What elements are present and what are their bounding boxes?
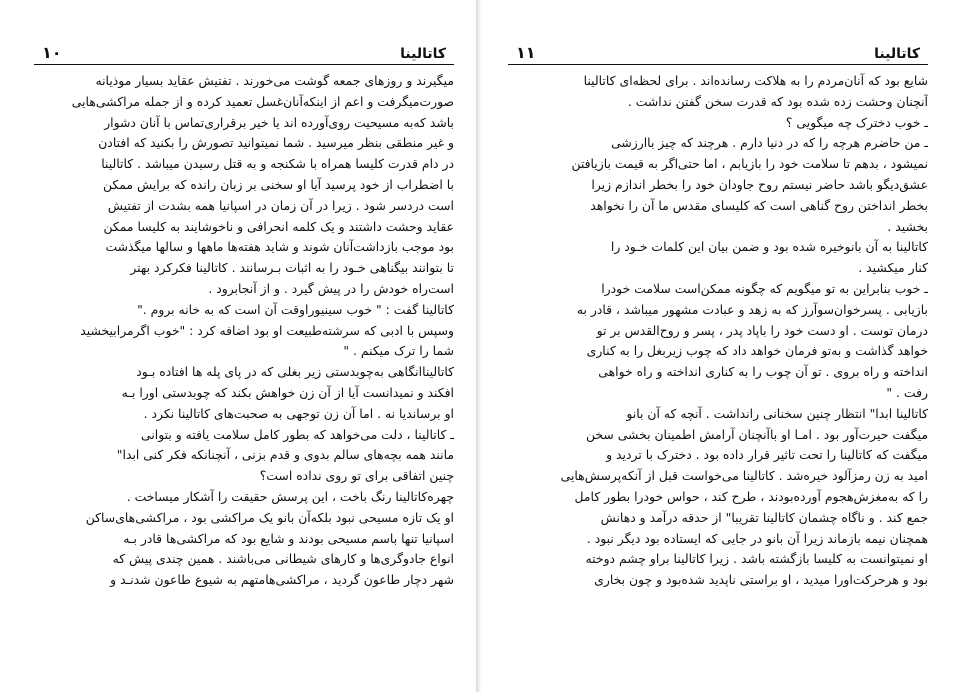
text-line: رفت . " [886, 384, 928, 400]
text-line: اسپانیا تنها باسم مسیحی بودند و شایع بود که مراکشی‌ها قادر بـه [123, 530, 454, 546]
right-page-body [508, 71, 928, 591]
text-line: کاتالیناانگاهی به‌چوبدستی زیر بغلی که در پای پله ها افتاده بـود [136, 364, 454, 380]
text-line: وسپس با ادبی که سرشته‌طبیعت او بود اضافه کرد : "خوب اگرمرابیخشید [80, 322, 454, 338]
text-line: بود موجب بازداشت‌آنان شوند و شاید هفته‌ها ماهها و سالها میگذشت [105, 239, 454, 255]
text-line: جمع کند . و ناگاه چشمان کاتالینا تقریبا" از حدقه درآمد و دهانش [600, 509, 928, 525]
text-line: کاتالینا به آن بانوخیره شده بود و ضمن بیان این کلمات خـود را [610, 239, 928, 255]
text-line: کاتالینا ابدا" انتظار چنین سخنانی رانداشت . آنچه که آن بانو [626, 405, 928, 421]
text-line: او یک تازه مسیحی نبود بلکه‌آن بانو یک مراکشی بود ، مراکشی‌های‌ساکن [85, 509, 454, 525]
text-line: بخشید . [887, 218, 928, 234]
text-line: انواع جادوگری‌ها و کارهای شیطانی می‌باشند . همین چندی پیش که [112, 551, 454, 567]
right-page [508, 38, 928, 678]
text-line: ـ کاتالینا ، دلت می‌خواهد که بطور کامل سلامت یافته و بتوانی [141, 426, 454, 442]
text-line: ـ خوب دخترک چه میگویی ؟ [785, 114, 928, 130]
text-line: او نمیتوانست به کلیسا بازگشته باشد . زیرا کاتالینا براو چشم دوخته [585, 551, 928, 567]
text-line: است دردسر شود . زیرا در آن زمان در اسپانیا همه بشدت از تفتیش [107, 197, 454, 213]
left-page-header [34, 38, 454, 65]
left-running-title: کاتالینا [400, 46, 446, 62]
right-page-header [508, 38, 928, 65]
text-line: میگفت که کاتالینا را تحت تاثیر قرار داده بود . دخترک با تردید و [606, 447, 928, 463]
text-line: نمیشود ، بدهم تا سلامت خود را بازیابم ، اما حتی‌اگر به قیمت بازیافتن [571, 156, 928, 172]
text-line: همچنان نیمه بازماند زیرا آن بانو در جایی که ایستاده بود دیگر نبود . [586, 530, 928, 546]
text-line: تا بتوانند بیگناهی خـود را به اثبات بـرسانند . کاتالینا فکرکرد بهتر [130, 260, 454, 276]
text-line: بازیابی . پسرخوان‌سوآرز که به زهد و عبادت مشهور میباشد ، قادر به [576, 301, 928, 317]
text-line: است‌راه خودش را در پیش گیرد . و از آنجابرود . [208, 280, 454, 296]
text-line: باشد که‌به مسیحیت روی‌آورده اند یا خیر برقراری‌تماس با آنان دشوار [104, 114, 454, 130]
text-line: شما را ترک میکنم . " [343, 343, 454, 359]
text-line: درمان توست . او دست خود را باپاد پدر ، پسر و روح‌القدس بر تو [596, 322, 928, 338]
text-line: میگفت حیرت‌آور بود . امـا او باآنچنان آرامش اطمینان بخشی سخن [585, 426, 928, 442]
text-line: چهره‌کاتالینا رنگ باخت ، این پرسش حقیقت را آشکار میساخت . [126, 488, 454, 504]
right-running-title: کاتالینا [874, 46, 920, 62]
text-line: در دام قدرت کلیسا همراه با شکنجه و به قتل رسیدن میباشد . کاتالینا [101, 156, 454, 172]
text-line: چنین اتفاقی برای تو روی نداده است؟ [259, 468, 454, 484]
text-line: شایع بود که آنان‌مردم را به هلاکت رسانده‌اند . برای لحظه‌ای کاتالینا [583, 73, 928, 88]
text-line: شهر دچار طاعون گردید ، مراکشی‌هامتهم به شیوع طاعون شدنـد و [110, 572, 454, 588]
text-line: خواهد گذاشت و به‌تو فرمان خواهد داد که چوب زیربغل را به کناری [586, 343, 928, 359]
text-line: بخطر انداختن روح گناهی است که کلیسای مقدس ما آن را نخواهد [590, 197, 928, 213]
text-line: ـ من حاضرم هرچه را که در دنیا دارم . هرچند که چیز باارزشی [611, 135, 928, 151]
text-line: میگیرند و روزهای جمعه گوشت می‌خورند . تفتیش عقاید بسیار موذیانه [95, 73, 454, 88]
text-line: با اضطراب از خود پرسید آیا او سخنی بر زبان رانده که برایش ممکن [102, 176, 454, 192]
text-line: ـ خوب بنابراین به تو میگویم که چگونه ممکن‌است سلامت خودرا [601, 280, 928, 296]
text-line: آنچنان وحشت زده شده بود که قدرت سخن گفتن نداشت . [627, 93, 928, 109]
text-line: عقاید وحشت داشتند و یک کلمه انحرافی و ناخوشایند به کلیسا ممکن [103, 218, 454, 234]
text-line: افکند و نمیدانست آیا از آن زن خواهش بکند که چوبدستی اورا بـه [121, 384, 454, 400]
text-line: مانند همه بچه‌های سالم بدوی و قدم بزنی ، آنچنانکه فکر کنی ابدا" [116, 447, 454, 463]
left-page-body [34, 71, 454, 591]
text-line: بود و هرحرکت‌اورا میدید ، او براستی ناپدید شده‌بود و چون بخاری [594, 572, 928, 588]
text-line: عشق‌دیگو باشد حاضر نیستم روح جاودان خود را بخطر اندازم زیرا [591, 176, 928, 192]
text-line: کنار میکشید . [858, 260, 928, 276]
text-line: کاتالینا گفت : " خوب سینیوراوقت آن است که به خانه بروم ." [137, 301, 454, 317]
right-page-number: ١١ [516, 43, 536, 62]
text-line: را که به‌مغزش‌هجوم آورده‌بودند ، طرح کند ، حواس خودرا بطور کامل [574, 488, 928, 504]
text-line: و غیر منطقی بنظر میرسید . شما نمیتوانید تصورش را بکنید که افتادن [98, 135, 454, 151]
left-page-number: ١٠ [42, 43, 62, 62]
text-line: امید به زن رمزآلود خیره‌شد . کاتالینا می‌خواست قبل از آنکه‌پرسش‌هایی [560, 468, 928, 484]
book-gutter [476, 0, 482, 692]
text-line: انداخته و راه بروی . تو آن چوب را به کناری انداخته و راه خواهی [598, 364, 928, 380]
left-page [34, 38, 454, 678]
text-line: صورت‌میگرفت و اعم از اینکه‌آنان‌غسل تعمید کرده و از جمله مراکشی‌هایی [71, 93, 454, 109]
text-line: او برساندیا نه . اما آن زن توجهی به صحبت‌های کاتالینا نکرد . [143, 405, 454, 421]
